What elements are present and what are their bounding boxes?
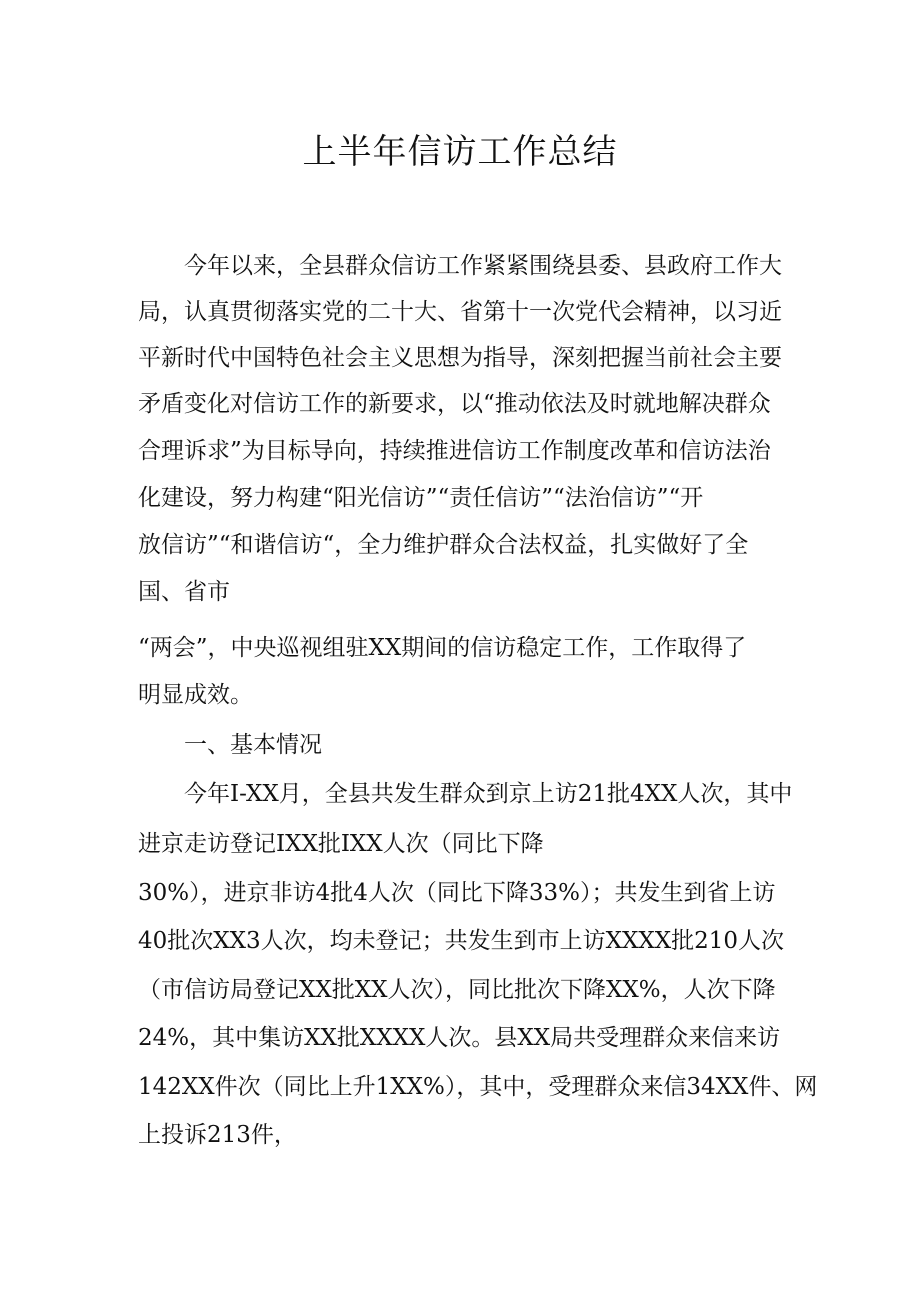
paragraph-line: 明显成效。	[138, 682, 253, 708]
paragraph-line: （市信访局登记XX批XX人次），同比批次下降XX%，人次下降	[138, 977, 776, 1003]
paragraph-line: 142XX件次（同比上升1XX%），其中，受理群众来信34XX件、网	[138, 1074, 818, 1100]
paragraph-line: 40批次XX3人次，均未登记；共发生到市上访XXXX批210人次	[138, 928, 785, 954]
paragraph-line: 上投诉213件，	[138, 1122, 297, 1148]
paragraph-line: 化建设，努力构建“阳光信访”“责任信访”“法治信访”“开	[138, 485, 704, 511]
paragraph-line: 合理诉求”为目标导向，持续推进信访工作制度改革和信访法治	[138, 438, 771, 464]
section-heading: 一、基本情况	[184, 732, 322, 758]
paragraph-line: 24%，其中集访XX批XXXX人次。县XX局共受理群众来信来访	[138, 1025, 781, 1051]
paragraph-line: “两会”，中央巡视组驻XX期间的信访稳定工作，工作取得了	[138, 635, 747, 661]
paragraph-line: 国、省市	[138, 579, 230, 605]
paragraph-line: 今年以来，全县群众信访工作紧紧围绕县委、县政府工作大	[184, 253, 782, 279]
paragraph-line: 局，认真贯彻落实党的二十大、省第十一次党代会精神，以习近	[138, 299, 782, 325]
paragraph-line: 进京走访登记IXX批IXX人次（同比下降	[138, 831, 544, 857]
paragraph-line: 放信访”“和谐信访“，全力维护群众合法权益，扎实做好了全	[138, 532, 749, 558]
paragraph-line: 矛盾变化对信访工作的新要求，以“推动依法及时就地解决群众	[138, 391, 771, 417]
paragraph-line: 今年I-XX月，全县共发生群众到京上访21批4XX人次，其中	[184, 781, 793, 807]
document-title: 上半年信访工作总结	[302, 132, 618, 172]
paragraph-line: 30%），进京非访4批4人次（同比下降33%）；共发生到省上访	[138, 880, 776, 906]
paragraph-line: 平新时代中国特色社会主义思想为指导，深刻把握当前社会主要	[138, 345, 782, 371]
